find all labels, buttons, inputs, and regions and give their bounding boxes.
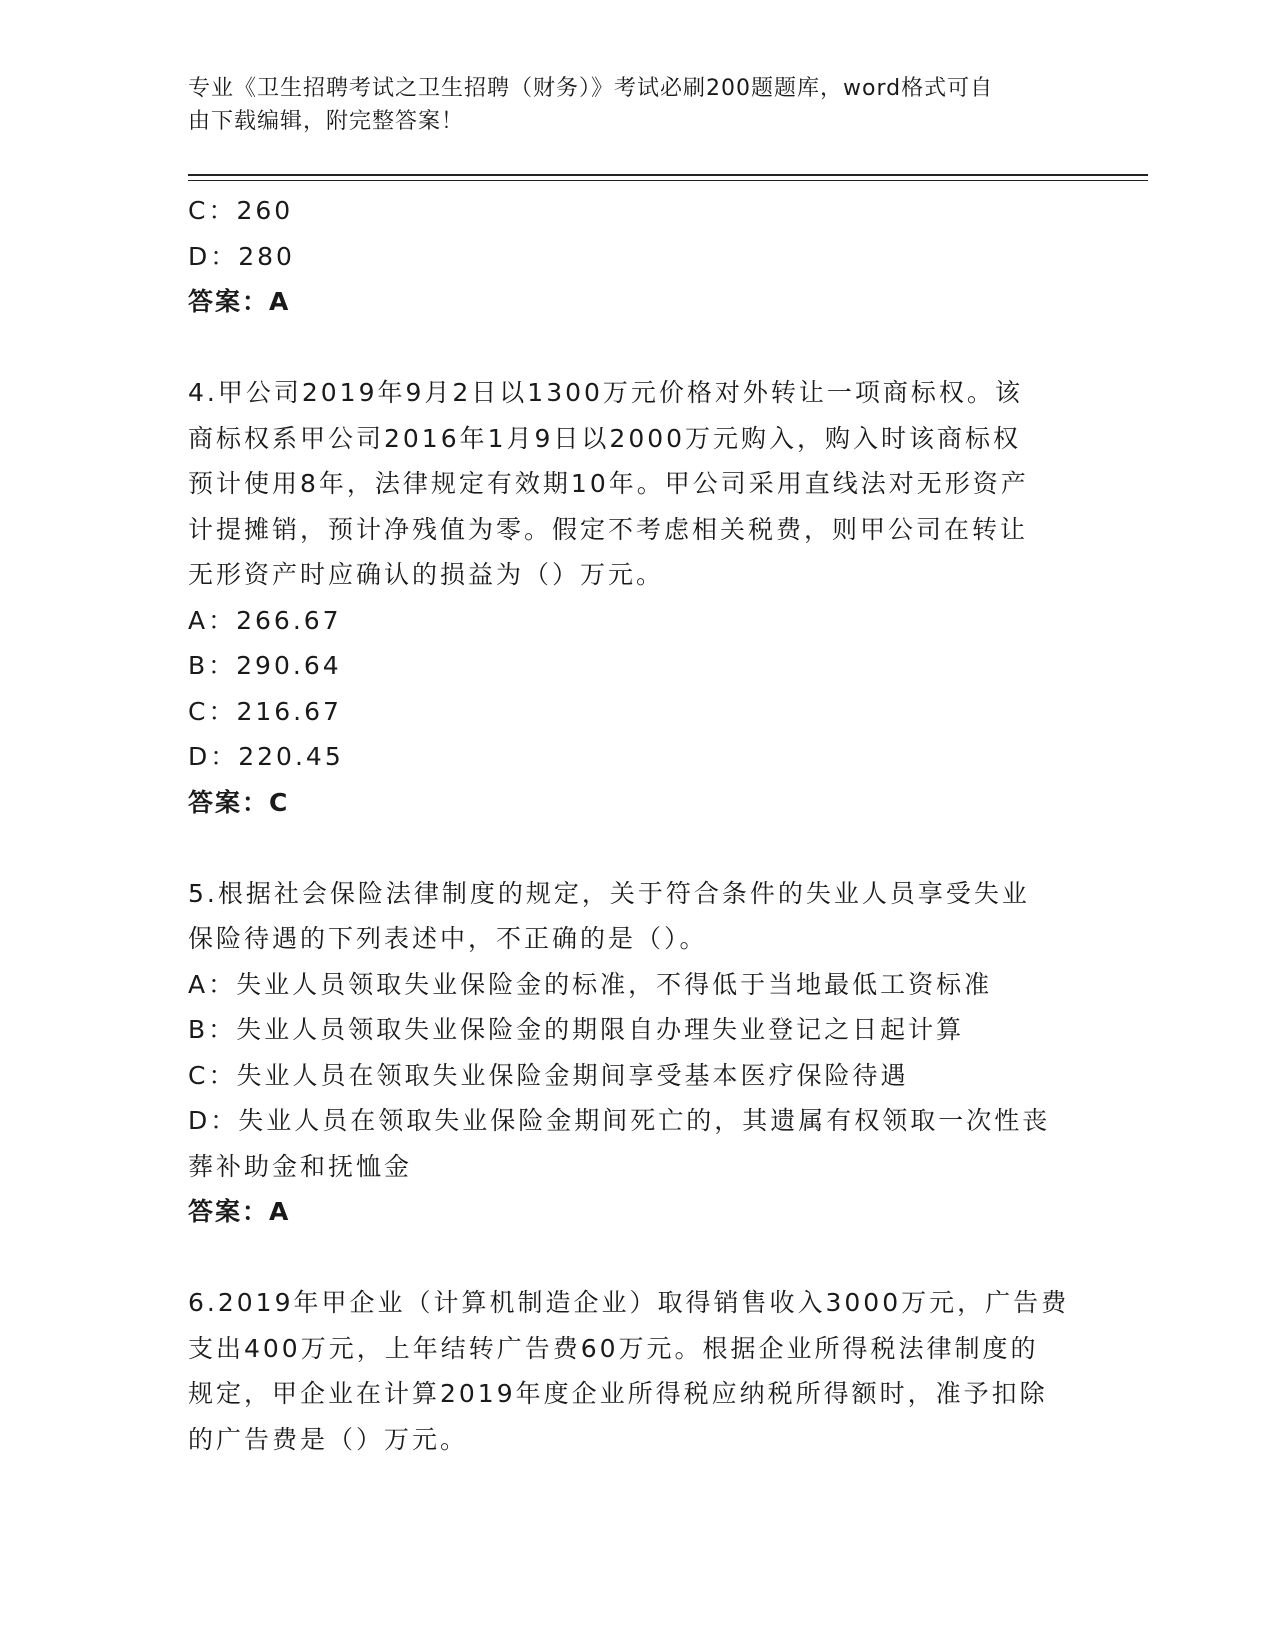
option-c: C：260 bbox=[188, 196, 294, 225]
spacer bbox=[188, 825, 1088, 871]
option-d-continued: 葬补助金和抚恤金 bbox=[188, 1151, 413, 1181]
stem-line: 规定，甲企业在计算2019年度企业所得税应纳税所得额时，准予扣除 bbox=[188, 1379, 1048, 1408]
spacer bbox=[188, 325, 1088, 371]
document-header bbox=[188, 72, 1068, 138]
option-d: D：失业人员在领取失业保险金期间死亡的，其遗属有权领取一次性丧 bbox=[188, 1106, 1051, 1135]
stem-line: 保险待遇的下列表述中，不正确的是（）。 bbox=[188, 924, 708, 953]
stem-line: 计提摊销，预计净残值为零。假定不考虑相关税费，则甲公司在转让 bbox=[188, 514, 1029, 544]
stem-line: 预计使用8年，法律规定有效期10年。甲公司采用直线法对无形资产 bbox=[188, 469, 1029, 498]
answer: 答案：A bbox=[188, 1197, 291, 1226]
option-c: C：216.67 bbox=[188, 696, 342, 726]
option-c: C：失业人员在领取失业保险金期间享受基本医疗保险待遇 bbox=[188, 1060, 909, 1090]
question-stem bbox=[188, 370, 1088, 598]
stem-line: 5.根据社会保险法律制度的规定，关于符合条件的失业人员享受失业 bbox=[188, 878, 1030, 908]
stem-line: 支出400万元，上年结转广告费60万元。根据企业所得税法律制度的 bbox=[188, 1333, 1039, 1363]
stem-line: 4.甲公司2019年9月2日以1300万元价格对外转让一项商标权。该 bbox=[188, 378, 1023, 407]
stem-line: 的广告费是（）万元。 bbox=[188, 1424, 469, 1454]
header-line-2: 由下载编辑，附完整答案！ bbox=[188, 109, 465, 134]
option-a: A：失业人员领取失业保险金的标准，不得低于当地最低工资标准 bbox=[188, 969, 993, 999]
stem-line: 无形资产时应确认的损益为（）万元。 bbox=[188, 560, 665, 589]
option-d: D：280 bbox=[188, 241, 295, 271]
question-stem bbox=[188, 871, 1088, 962]
header-divider-thick bbox=[188, 174, 1148, 176]
answer: 答案：A bbox=[188, 287, 291, 316]
stem-line: 商标权系甲公司2016年1月9日以2000万元购入，购入时该商标权 bbox=[188, 423, 1022, 453]
option-b: B：失业人员领取失业保险金的期限自办理失业登记之日起计算 bbox=[188, 1015, 965, 1044]
header-divider-thin bbox=[188, 180, 1148, 181]
header-line-1: 专业《卫生招聘考试之卫生招聘（财务）》考试必刷200题题库，word格式可自 bbox=[188, 76, 994, 101]
question-5 bbox=[188, 871, 1088, 1235]
question-4 bbox=[188, 370, 1088, 825]
question-3-tail bbox=[188, 188, 1088, 325]
question-6 bbox=[188, 1280, 1088, 1462]
question-stem bbox=[188, 1280, 1088, 1462]
option-b: B：290.64 bbox=[188, 651, 342, 680]
question-content bbox=[188, 188, 1088, 1462]
option-d: D：220.45 bbox=[188, 742, 344, 771]
stem-line: 6.2019年甲企业（计算机制造企业）取得销售收入3000万元，广告费 bbox=[188, 1288, 1070, 1317]
option-a: A：266.67 bbox=[188, 605, 342, 635]
answer: 答案：C bbox=[188, 787, 290, 817]
spacer bbox=[188, 1235, 1088, 1281]
